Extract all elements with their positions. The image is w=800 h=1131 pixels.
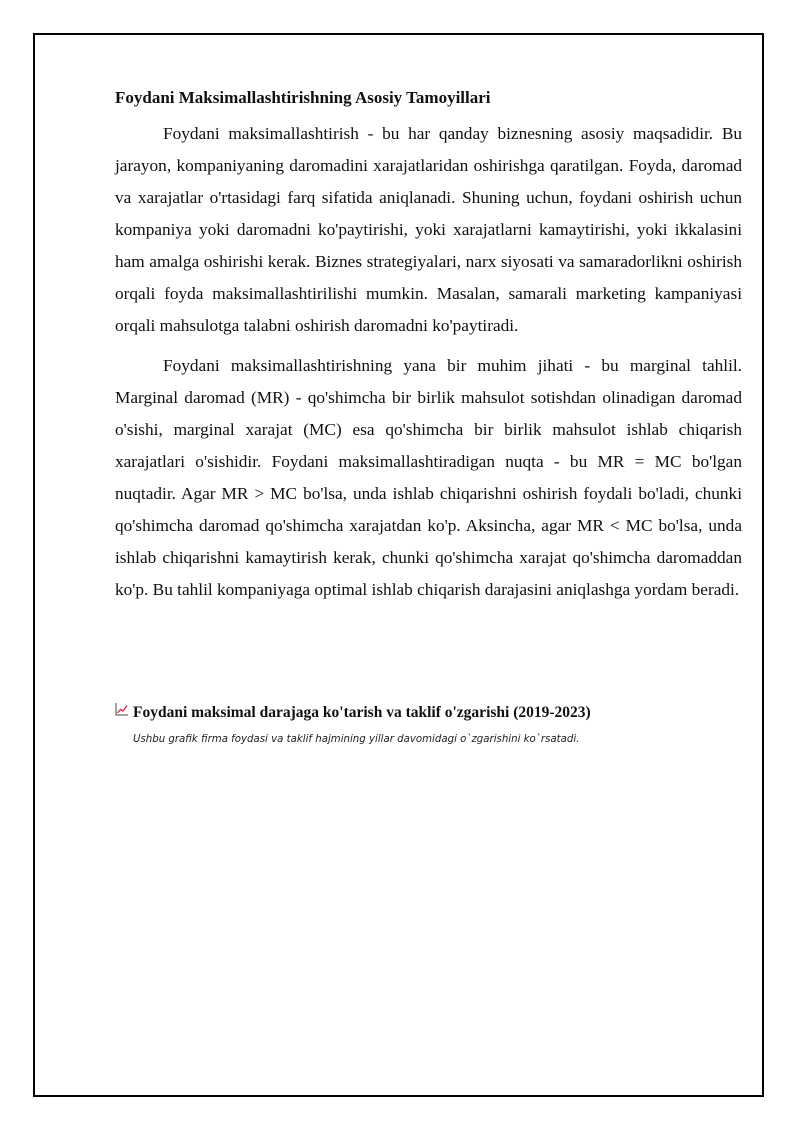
- document-body: [115, 86, 742, 614]
- figure-title: [115, 702, 755, 724]
- paragraph-2: Foydani maksimallashtirishning yana bir muhim jihati - bu marginal tahlil. Marginal daromad (MR) - qo'shimcha bir birlik mahsulot sotishdan olinadigan daromad o'sishi, marginal xarajat (MC) esa qo'shimcha bir birlik mahsulot ishlab chiqarish xarajatlari o'sishidir. Foydani maksimallashtiradigan nuqta - bu MR = MC bo'lgan nuqtadir. Agar MR > MC bo'lsa, unda ishlab chiqarishni oshirish foydali bo'ladi, chunki qo'shimcha daromad qo'shimcha xarajatdan ko'p. Aksincha, agar MR < MC bo'lsa, unda ishlab chiqarishni kamaytirish kerak, chunki qo'shimcha xarajat qo'shimcha daromaddan ko'p. Bu tahlil kompaniyaga optimal ishlab chiqarish darajasini aniqlashga yordam beradi.: [115, 356, 742, 599]
- figure-caption: Ushbu grafik firma foydasi va taklif hajmining yillar davomidagi o`zgarishini ko`rsatadi.: [133, 734, 580, 745]
- figure-title-text: Foydani maksimal darajaga ko'tarish va taklif o'zgarishi (2019-2023): [133, 704, 591, 721]
- chart-increasing-icon: [115, 701, 129, 723]
- paragraph-1: Foydani maksimallashtirish - bu har qanday biznesning asosiy maqsadidir. Bu jarayon, kompaniyaning daromadini xarajatlaridan oshirishga qaratilgan. Foyda, daromad va xarajatlar o'rtasidagi farq sifatida aniqlanadi. Shuning uchun, foydani oshirish uchun kompaniya yoki daromadni ko'paytirishi, yoki xarajatlarni kamaytirishi, yoki ikkalasini ham amalga oshirishi kerak. Biznes strategiyalari, narx siyosati va samaradorlikni oshirish orqali foyda maksimallashtirilishi mumkin. Masalan, samarali marketing kampaniyasi orqali mahsulotga talabni oshirish daromadni ko'paytiradi.: [115, 124, 742, 335]
- section-heading: Foydani Maksimallashtirishning Asosiy Tamoyillari: [115, 88, 491, 107]
